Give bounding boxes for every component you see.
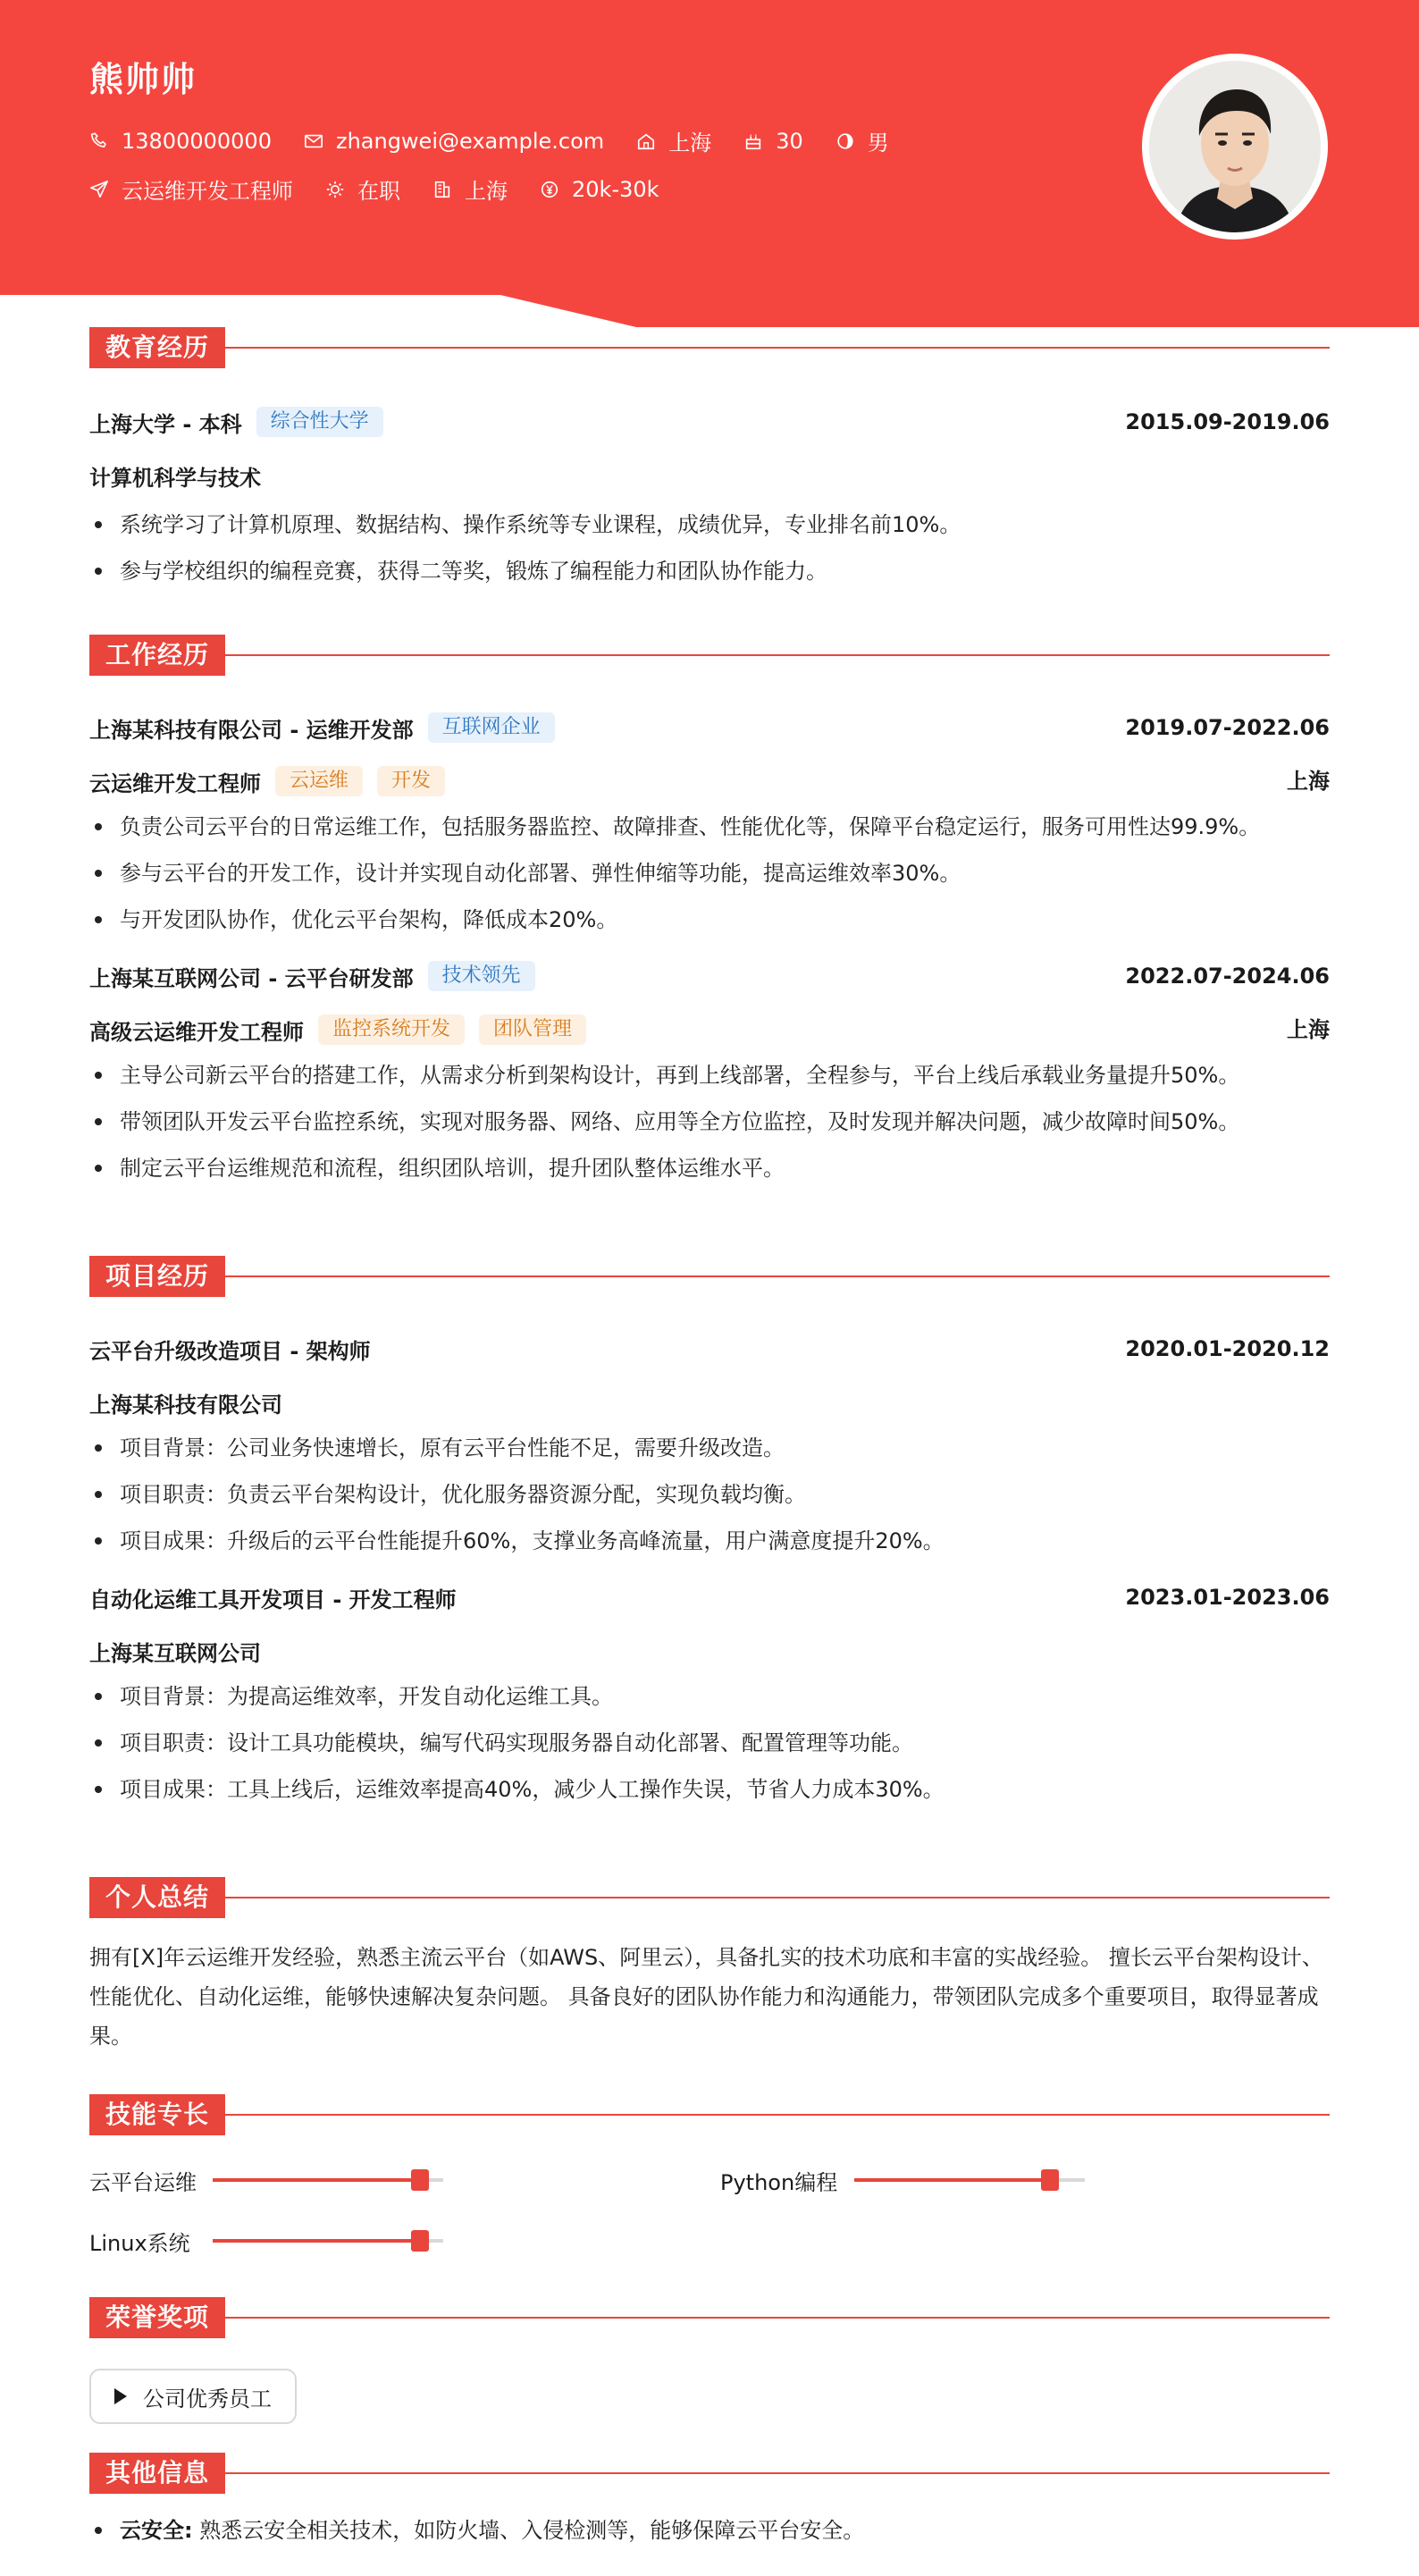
- status-text: 在职: [357, 179, 400, 204]
- job-position-row: [89, 763, 1330, 799]
- section-divider: [89, 1897, 1330, 1898]
- awards-section: [89, 2297, 1330, 2424]
- age-item: [743, 129, 803, 154]
- awards-header: [89, 2297, 1330, 2338]
- education-date: 2015.09-2019.06: [1125, 409, 1330, 434]
- list-item: 参与云平台的开发工作，设计并实现自动化部署、弹性伸缩等功能，提高运维效率30%。: [89, 858, 1330, 905]
- company-tag: 技术领先: [428, 961, 535, 991]
- location-item: [636, 125, 711, 156]
- gender-item: [835, 125, 889, 156]
- phone-icon: [89, 131, 109, 151]
- candidate-name: 熊帅帅: [89, 60, 197, 99]
- projects-header: [89, 1256, 1330, 1297]
- list-item: 项目背景：为提高运维效率，开发自动化运维工具。: [89, 1681, 1330, 1728]
- job-city: 上海: [1287, 1017, 1330, 1042]
- status-icon: [325, 180, 345, 199]
- list-item: 主导公司新云平台的搭建工作，从需求分析到架构设计，再到上线部署，全程参与，平台上线后承载业务量提升50%。: [89, 1060, 1330, 1107]
- section-divider: [89, 347, 1330, 349]
- skill-item: [720, 2162, 1085, 2198]
- work-section: [89, 635, 1330, 1200]
- job-intent-row: [89, 173, 692, 205]
- projects-section: [89, 1256, 1330, 1821]
- skills-section: [89, 2094, 1330, 2278]
- list-item: 项目成果：升级后的云平台性能提升60%，支撑业务高峰流量，用户满意度提升20%。: [89, 1526, 1330, 1572]
- job-target-item: [89, 173, 293, 205]
- send-icon: [89, 180, 109, 199]
- age-icon: [743, 131, 763, 151]
- skill-bar: [213, 2178, 443, 2182]
- phone-text: 13800000000: [122, 128, 272, 154]
- avatar: [1142, 54, 1328, 240]
- email-text: zhangwei@example.com: [335, 128, 605, 154]
- education-row: [89, 404, 1330, 440]
- project-bullets: [89, 1681, 1330, 1821]
- list-item: 系统学习了计算机原理、数据结构、操作系统等专业课程，成绩优异，专业排名前10%。: [89, 509, 1330, 556]
- major-row: [89, 458, 1330, 493]
- building-icon: [432, 180, 452, 199]
- section-divider: [89, 2114, 1330, 2116]
- company-name: 上海某科技有限公司 - 运维开发部: [89, 717, 414, 743]
- list-item: 项目职责：负责云平台架构设计，优化服务器资源分配，实现负载均衡。: [89, 1479, 1330, 1526]
- status-item: [325, 173, 400, 205]
- skill-name: Linux系统: [89, 2230, 190, 2256]
- contact-row: [89, 125, 921, 156]
- age-text: 30: [776, 128, 803, 154]
- section-title: 个人总结: [89, 1877, 225, 1918]
- avatar-photo: [1149, 61, 1321, 232]
- skill-bar-knob: [1041, 2169, 1059, 2191]
- section-title: 技能专长: [89, 2094, 225, 2135]
- project-name: 自动化运维工具开发项目 - 开发工程师: [89, 1587, 457, 1612]
- skills-header: [89, 2094, 1330, 2135]
- position-name: 高级云运维开发工程师: [89, 1019, 304, 1045]
- section-title: 教育经历: [89, 327, 225, 368]
- email-item: [304, 129, 604, 154]
- school-name: 上海大学 - 本科: [89, 411, 242, 437]
- project-row: [89, 1331, 1330, 1367]
- list-item: 项目背景：公司业务快速增长，原有云平台性能不足，需要升级改造。: [89, 1433, 1330, 1479]
- skill-bar-knob: [411, 2230, 429, 2252]
- job-position-row: [89, 1012, 1330, 1048]
- skill-bar-fill: [854, 2178, 1050, 2182]
- section-title: 项目经历: [89, 1256, 225, 1297]
- job-date: 2019.07-2022.06: [1125, 715, 1330, 740]
- education-section: [89, 327, 1330, 602]
- list-item: 项目职责：设计工具功能模块，编写代码实现服务器自动化部署、配置管理等功能。: [89, 1728, 1330, 1774]
- skill-name: Python编程: [720, 2169, 838, 2195]
- target-city-item: [432, 173, 508, 205]
- job-company-row: [89, 958, 1330, 994]
- salary-item: [540, 177, 659, 202]
- job-date: 2022.07-2024.06: [1125, 964, 1330, 989]
- skill-name: 云平台运维: [89, 2169, 197, 2195]
- gender-icon: [835, 131, 855, 151]
- target-city-text: 上海: [465, 179, 508, 204]
- list-item: 与开发团队协作，优化云平台架构，降低成本20%。: [89, 905, 1330, 951]
- project-date: 2023.01-2023.06: [1125, 1585, 1330, 1610]
- award-badge: [89, 2369, 297, 2424]
- skill-tag: 团队管理: [479, 1014, 586, 1045]
- mail-icon: [304, 131, 323, 151]
- salary-text: 20k-30k: [572, 176, 659, 202]
- list-item: 项目成果：工具上线后，运维效率提高40%，减少人工操作失误，节省人力成本30%。: [89, 1774, 1330, 1821]
- location-text: 上海: [668, 130, 712, 156]
- skill-bar: [213, 2239, 443, 2243]
- skill-bar-knob: [411, 2169, 429, 2191]
- other-section: [89, 2453, 1330, 2562]
- project-company: 上海某科技有限公司: [89, 1392, 282, 1418]
- home-icon: [636, 131, 656, 151]
- section-title: 工作经历: [89, 635, 225, 676]
- skill-bar-fill: [213, 2239, 420, 2243]
- section-title: 荣誉奖项: [89, 2297, 225, 2338]
- company-name: 上海某互联网公司 - 云平台研发部: [89, 965, 414, 991]
- other-header: [89, 2453, 1330, 2494]
- skill-bar: [854, 2178, 1085, 2182]
- position-name: 云运维开发工程师: [89, 770, 261, 796]
- education-bullets: [89, 509, 1330, 602]
- skill-tag: 云运维: [275, 766, 363, 796]
- project-company-row: [89, 1385, 1330, 1420]
- resume-header: [0, 0, 1419, 331]
- section-divider: [89, 654, 1330, 656]
- project-row: [89, 1579, 1330, 1615]
- project-date: 2020.01-2020.12: [1125, 1336, 1330, 1361]
- skill-item: [89, 2223, 443, 2259]
- phone-item: [89, 129, 272, 154]
- skill-tag: 监控系统开发: [318, 1014, 465, 1045]
- skill-item: [89, 2162, 443, 2198]
- section-divider: [89, 2472, 1330, 2474]
- job-city: 上海: [1287, 769, 1330, 794]
- section-divider: [89, 1275, 1330, 1277]
- work-header: [89, 635, 1330, 676]
- yuan-icon: [540, 180, 559, 199]
- summary-text: 拥有[X]年云运维开发经验，熟悉主流云平台（如AWS、阿里云），具备扎实的技术功底和丰富的实战经验。 擅长云平台架构设计、性能优化、自动化运维，能够快速解决复杂问题。 具备良好的团队协作能力和沟通能力，带领团队完成多个重要项目，取得显著成果。: [89, 1945, 1323, 2049]
- other-key: 云安全:: [120, 2518, 193, 2543]
- education-header: [89, 327, 1330, 368]
- school-tag: 综合性大学: [256, 407, 383, 437]
- skill-bar-fill: [213, 2178, 420, 2182]
- major-name: 计算机科学与技术: [89, 465, 261, 491]
- skills-grid: [89, 2162, 1330, 2278]
- section-title: 其他信息: [89, 2453, 225, 2494]
- play-icon: [114, 2388, 127, 2404]
- job-bullets: [89, 812, 1330, 951]
- skill-tag: 开发: [377, 766, 445, 796]
- gender-text: 男: [867, 130, 889, 156]
- other-text: 熟悉云安全相关技术，如防火墙、入侵检测等，能够保障云平台安全。: [199, 2518, 865, 2543]
- other-bullets: [89, 2515, 1330, 2562]
- job-target-text: 云运维开发工程师: [122, 179, 293, 204]
- list-item: 制定云平台运维规范和流程，组织团队培训，提升团队整体运维水平。: [89, 1153, 1330, 1200]
- project-company-row: [89, 1633, 1330, 1669]
- award-name: 公司优秀员工: [143, 2386, 272, 2412]
- job-company-row: [89, 710, 1330, 745]
- section-divider: [89, 2317, 1330, 2319]
- project-name: 云平台升级改造项目 - 架构师: [89, 1338, 371, 1364]
- company-tag: 互联网企业: [428, 712, 555, 743]
- list-item: 参与学校组织的编程竞赛，获得二等奖，锻炼了编程能力和团队协作能力。: [89, 556, 1330, 602]
- project-bullets: [89, 1433, 1330, 1572]
- job-bullets: [89, 1060, 1330, 1200]
- project-company: 上海某互联网公司: [89, 1640, 261, 1666]
- list-item: 负责公司云平台的日常运维工作，包括服务器监控、故障排查、性能优化等，保障平台稳定运行，服务可用性达99.9%。: [89, 812, 1330, 858]
- list-item: 带领团队开发云平台监控系统，实现对服务器、网络、应用等全方位监控，及时发现并解决问题，减少故障时间50%。: [89, 1107, 1330, 1153]
- list-item: [89, 2515, 1330, 2562]
- summary-header: [89, 1877, 1330, 1918]
- summary-section: [89, 1877, 1330, 2056]
